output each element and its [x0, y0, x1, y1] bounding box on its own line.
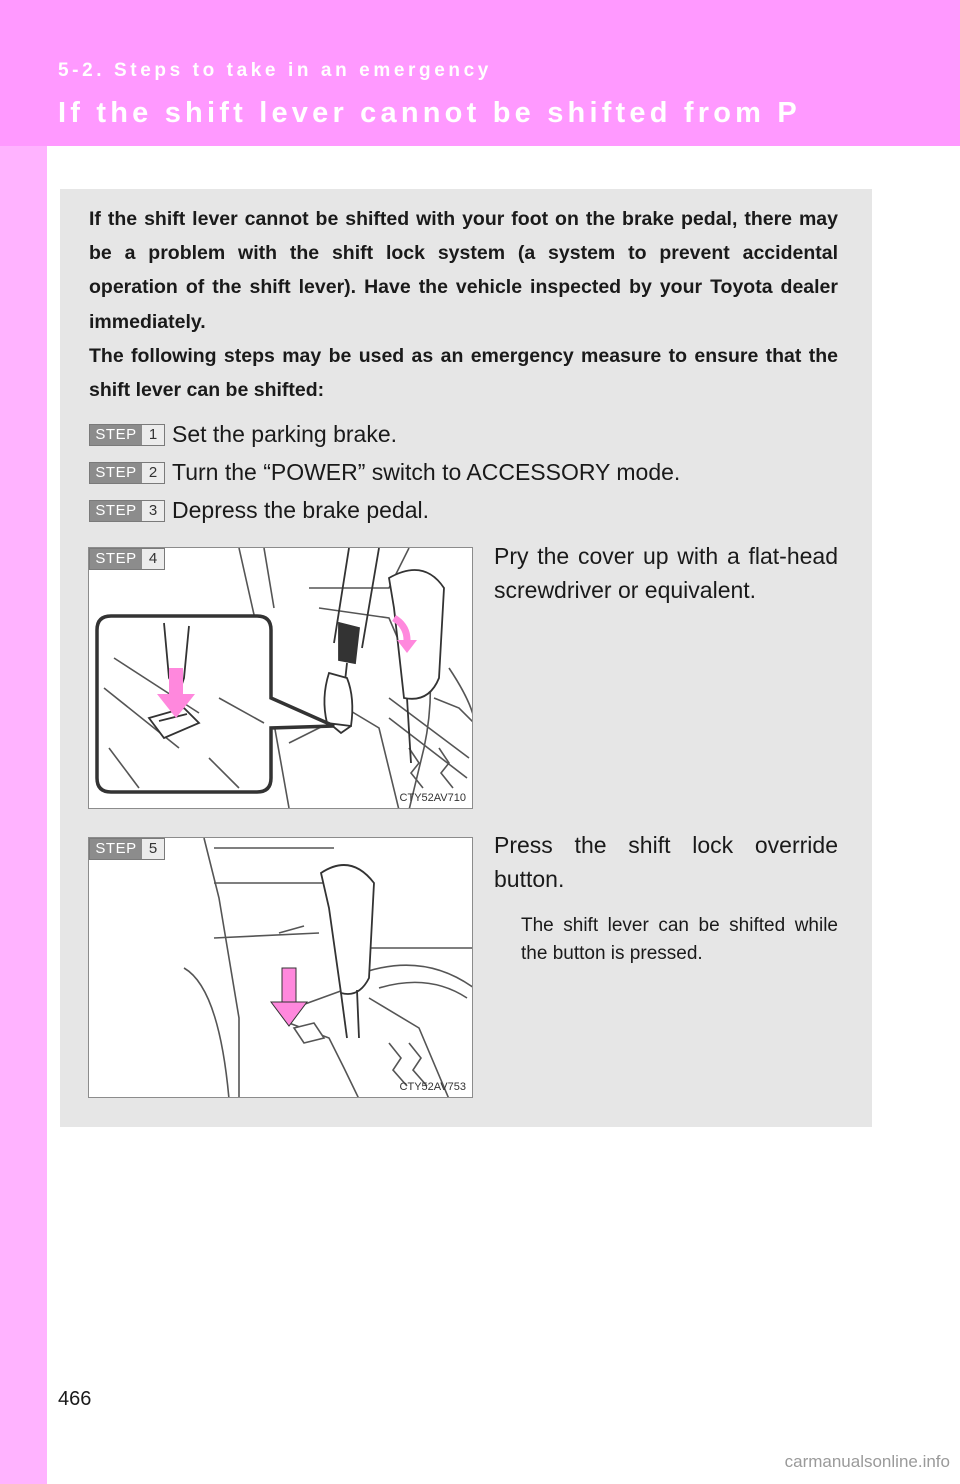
override-button-drawing [89, 838, 473, 1098]
step-5-note: The shift lever can be shifted while the button is pressed. [521, 915, 838, 964]
step-5-text: Press the shift lock override button. [494, 832, 838, 892]
step-badge-word: STEP [90, 549, 142, 569]
step-badge-number: 2 [142, 463, 164, 483]
step-3-text: Depress the brake pedal. [172, 497, 429, 523]
step-badge-number: 4 [142, 549, 164, 569]
page-number: 466 [58, 1388, 92, 1410]
step-2-badge [89, 462, 165, 484]
step-5-badge [89, 838, 165, 860]
step-badge-word: STEP [90, 425, 142, 445]
side-color-strip [0, 0, 47, 1484]
intro-text [89, 202, 838, 407]
step-1-badge [89, 424, 165, 446]
step-1-text: Set the parking brake. [172, 421, 398, 447]
screwdriver-pry-drawing [89, 548, 473, 809]
step-4-text: Pry the cover up with a flat-head screwdriver or equivalent. [494, 543, 838, 603]
step-3-badge [89, 500, 165, 522]
step-badge-word: STEP [90, 501, 142, 521]
intro-paragraph-measure: The following steps may be used as an emergency measure to ensure that the shift lever can be shifted: [89, 344, 838, 402]
step-badge-word: STEP [90, 463, 142, 483]
intro-paragraph-warning: If the shift lever cannot be shifted with your foot on the brake pedal, there may be a problem with the shift lock system (a system to prevent accidental operation of the shift lever). Have the vehicle inspected by your Toyota dealer immediately. [89, 208, 838, 333]
step-4-illustration [88, 547, 473, 809]
step-badge-word: STEP [90, 839, 142, 859]
figure-code: CTY52AV710 [399, 792, 466, 804]
step-badge-number: 3 [142, 501, 164, 521]
step-badge-number: 1 [142, 425, 164, 445]
page-title: If the shift lever cannot be shifted from P [58, 97, 801, 129]
step-2-text: Turn the “POWER” switch to ACCESSORY mode. [172, 459, 681, 485]
step-4-badge [89, 548, 165, 570]
figure-code: CTY52AV753 [399, 1081, 466, 1093]
section-label: 5-2. Steps to take in an emergency [58, 60, 492, 81]
watermark: carmanualsonline.info [784, 1452, 950, 1471]
step-badge-number: 5 [142, 839, 164, 859]
step-5-illustration [88, 837, 473, 1098]
